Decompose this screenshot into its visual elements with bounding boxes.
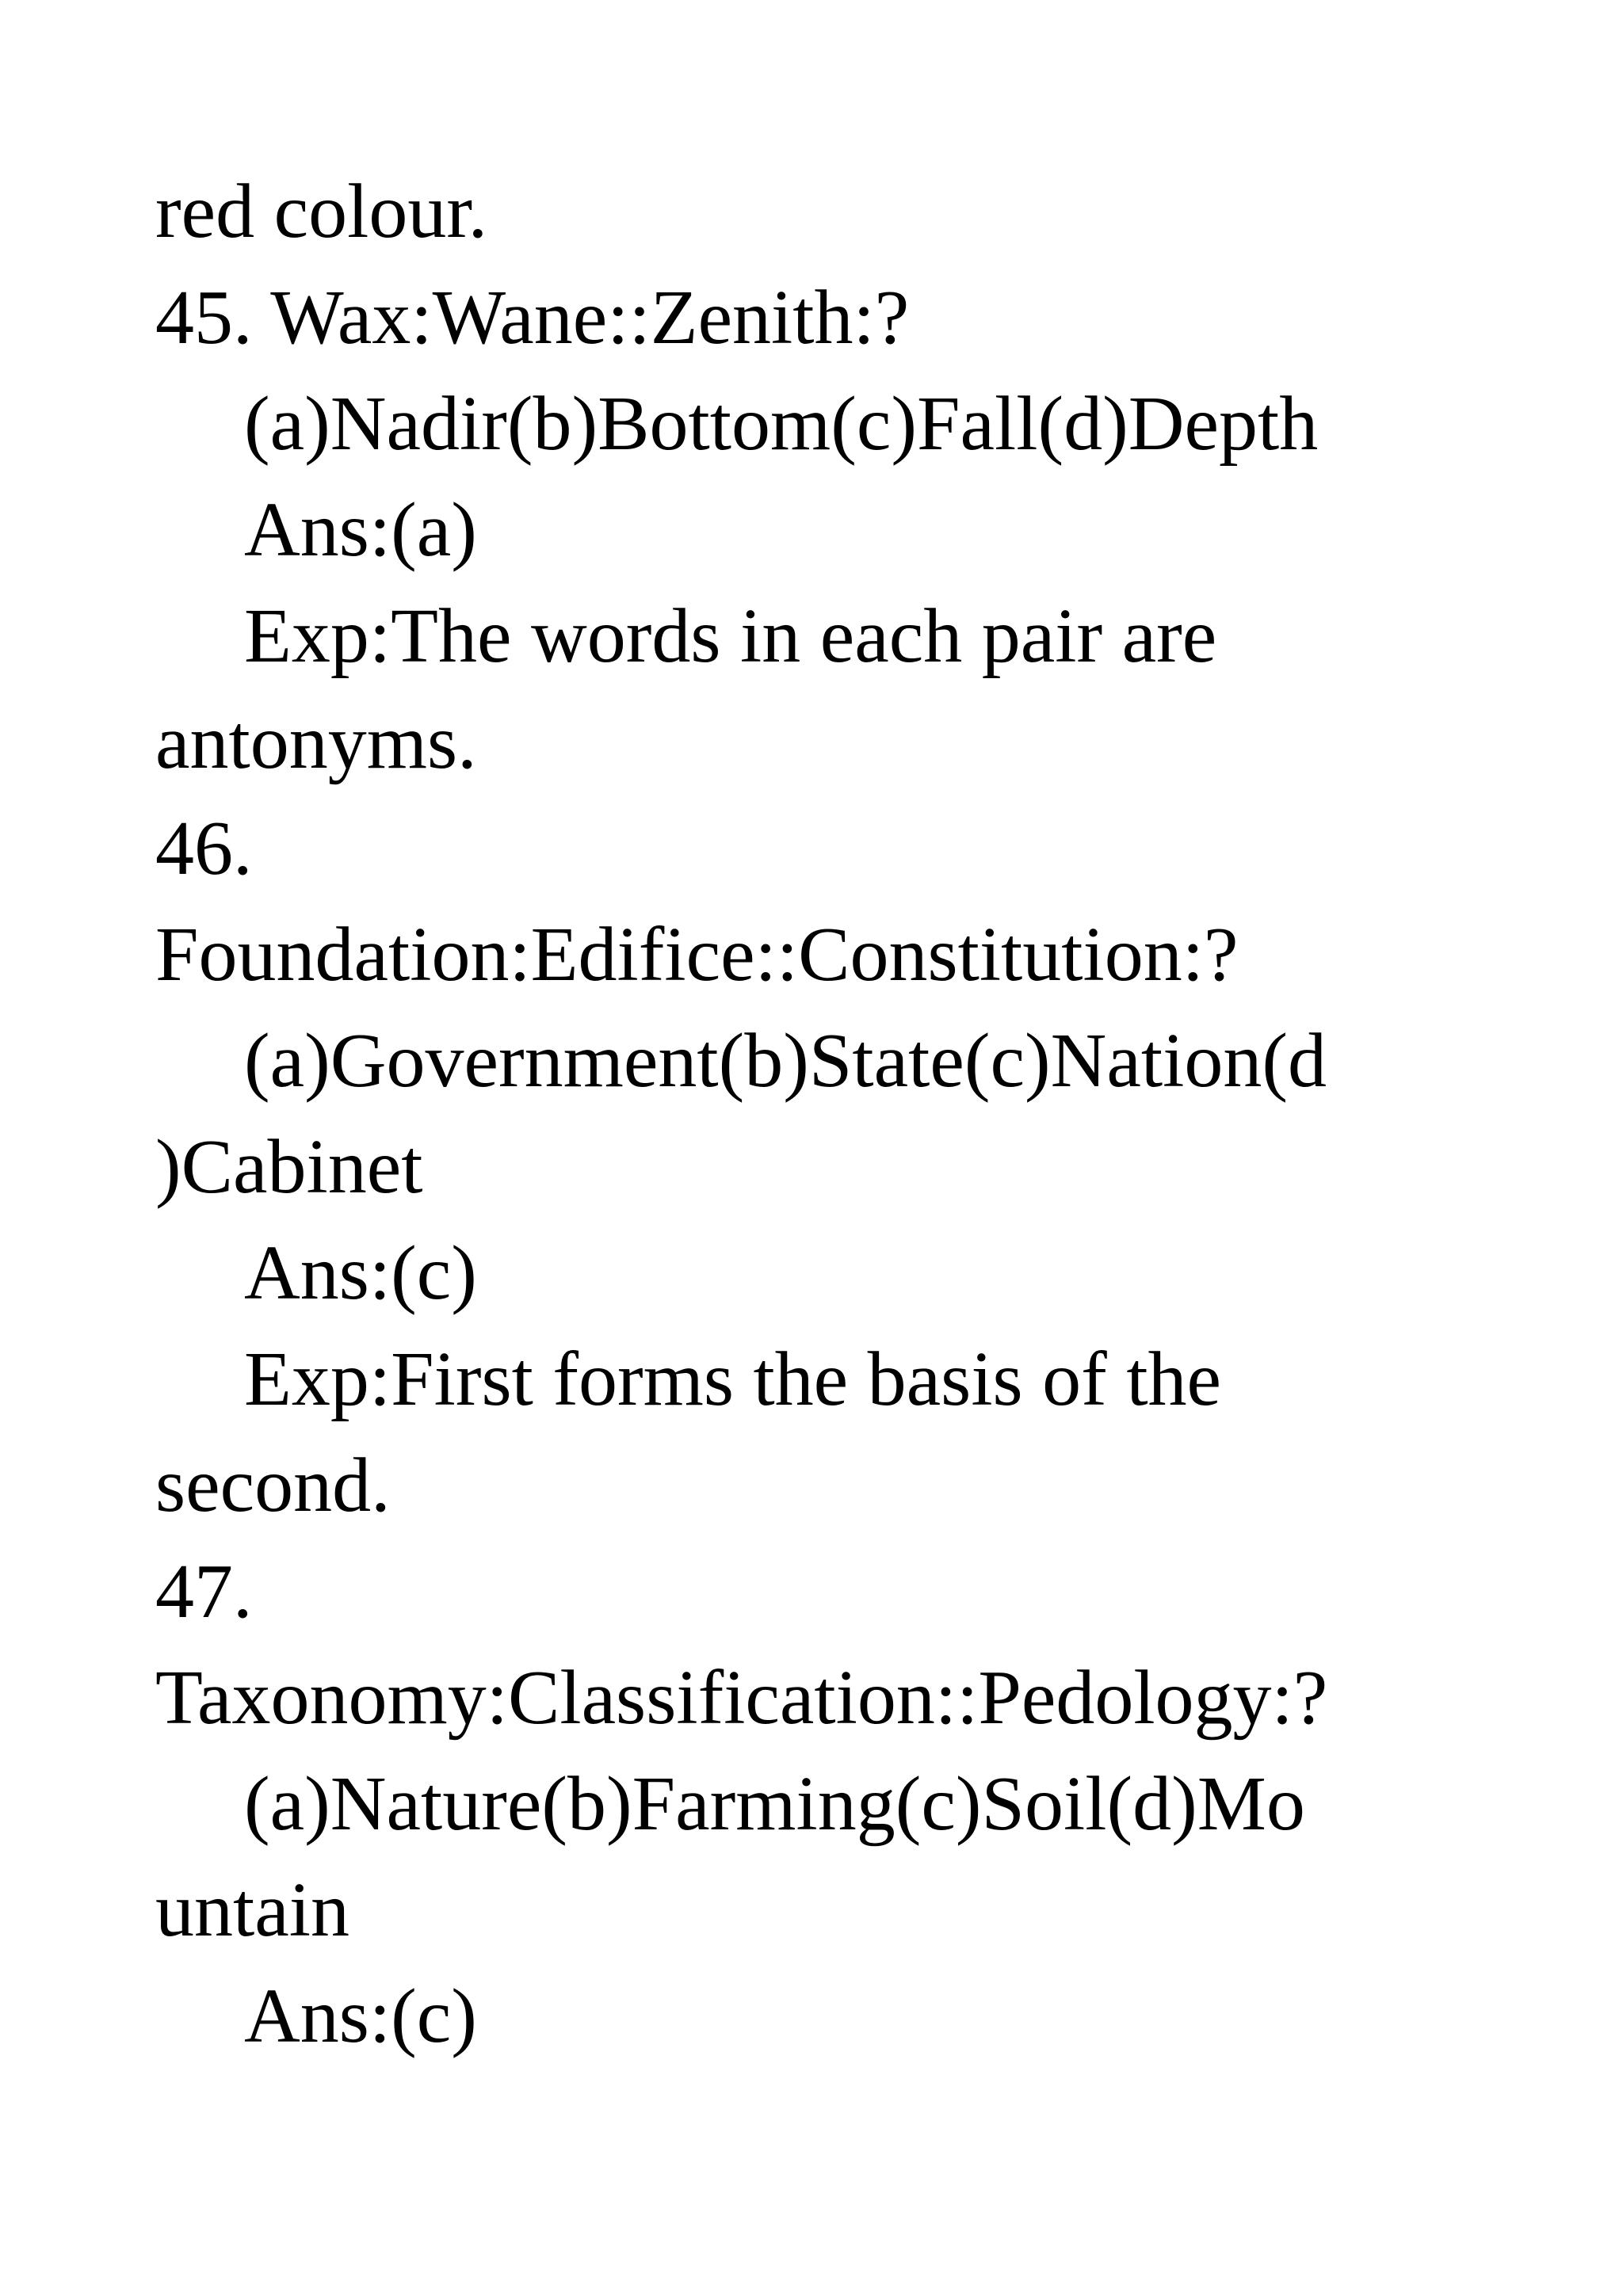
question-46-options: (a)Government(b)State(c)Nation(d xyxy=(244,1018,1327,1104)
question-47-options-cont: untain xyxy=(155,1867,349,1953)
question-45-answer: Ans:(a) xyxy=(244,487,477,573)
question-46-explanation: Exp:First forms the basis of the xyxy=(244,1337,1222,1422)
question-46-number: 46. xyxy=(155,806,253,891)
question-47-options: (a)Nature(b)Farming(c)Soil(d)Mo xyxy=(244,1761,1305,1847)
question-46-options-cont: )Cabinet xyxy=(155,1124,423,1210)
question-45-options: (a)Nadir(b)Bottom(c)Fall(d)Depth xyxy=(244,381,1319,467)
question-47-answer: Ans:(c) xyxy=(244,1974,477,2059)
document-body xyxy=(155,158,1495,2069)
text-line-continuation: red colour. xyxy=(155,169,488,254)
question-46-explanation-cont: second. xyxy=(155,1443,391,1528)
question-45-explanation-cont: antonyms. xyxy=(155,700,477,785)
question-47: Taxonomy:Classification::Pedology:? xyxy=(155,1655,1328,1741)
question-45-explanation: Exp:The words in each pair are xyxy=(244,593,1217,679)
question-46: Foundation:Edifice::Constitution:? xyxy=(155,912,1239,997)
question-47-number: 47. xyxy=(155,1549,253,1634)
question-45: 45. Wax:Wane::Zenith:? xyxy=(155,275,910,360)
question-46-answer: Ans:(c) xyxy=(244,1230,477,1316)
